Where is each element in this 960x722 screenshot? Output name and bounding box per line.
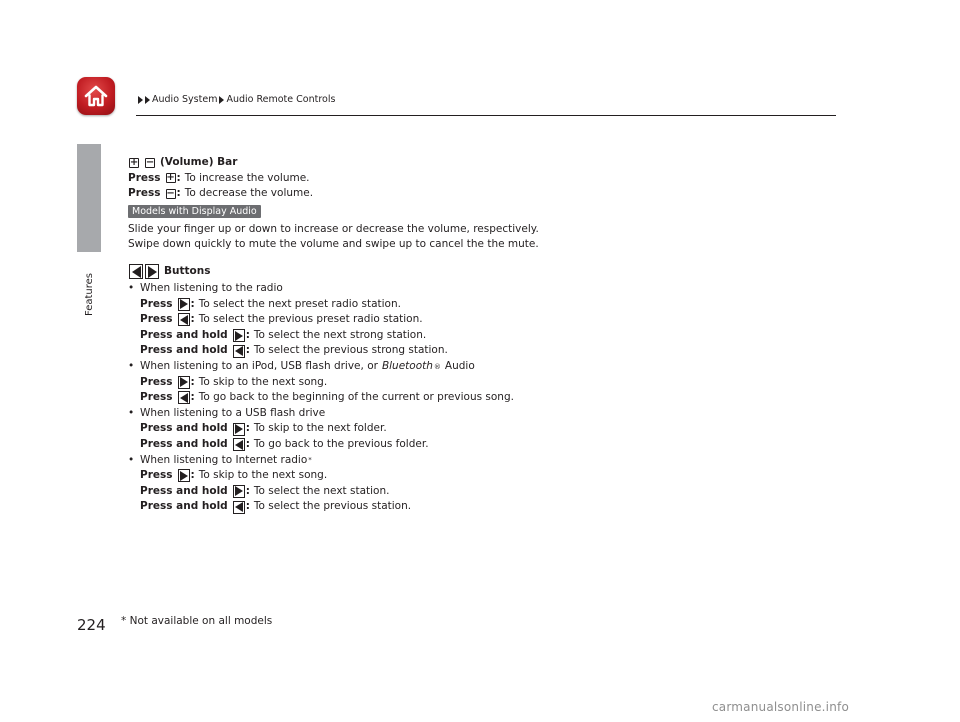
action-text: To select the previous strong station. xyxy=(253,344,448,357)
list-item: Press and hold : To skip to the next folder. xyxy=(128,421,828,437)
usb-label: When listening to a USB flash drive xyxy=(140,406,326,419)
action-text: To go back to the beginning of the current or previous song. xyxy=(198,391,514,404)
list-item: Press : To select the next preset radio station. xyxy=(128,297,828,313)
action-text: To select the next preset radio station. xyxy=(198,297,401,310)
bullet-icon: • xyxy=(128,281,135,294)
action-text: To select the next station. xyxy=(253,484,390,497)
action-label: Press and hold xyxy=(140,328,228,341)
page-number: 224 xyxy=(77,616,106,634)
breadcrumb xyxy=(138,94,335,105)
list-item: Press and hold : To select the previous strong station. xyxy=(128,343,828,359)
watermark: carmanualsonline.info xyxy=(712,700,849,714)
breadcrumb-item-audio-system[interactable]: Audio System xyxy=(152,94,218,105)
list-item: Press : To skip to the next song. xyxy=(128,468,828,484)
list-item: Press : To skip to the next song. xyxy=(128,375,828,391)
list-item: Press and hold : To select the previous station. xyxy=(128,499,828,515)
volume-press-plus: Press + : To increase the volume. xyxy=(128,171,828,187)
usb-bullet xyxy=(128,406,828,422)
action-text: To skip to the next song. xyxy=(198,469,328,482)
buttons-title: Buttons xyxy=(164,265,211,278)
action-label: Press xyxy=(140,313,173,326)
previous-button-icon xyxy=(129,264,143,279)
action-label: Press and hold xyxy=(140,500,228,513)
breadcrumb-arrow-icon xyxy=(219,96,224,104)
minus-key-icon: − xyxy=(166,187,175,199)
volume-title: (Volume) Bar xyxy=(160,156,238,168)
internet-radio-bullet: • When listening to Internet radio * xyxy=(128,453,828,469)
audio-label: Audio xyxy=(444,359,475,372)
action-label: Press and hold xyxy=(140,484,228,497)
bullet-icon: • xyxy=(128,406,135,419)
action-label: Press xyxy=(140,375,173,388)
volume-press-minus: Press − : To decrease the volume. xyxy=(128,186,828,202)
action-text: To select the next strong station. xyxy=(253,328,427,341)
breadcrumb-arrow-icon xyxy=(138,96,143,104)
plus-key-icon: + xyxy=(129,156,139,168)
radio-bullet xyxy=(128,281,828,297)
previous-button-icon xyxy=(178,391,190,404)
list-item: Press and hold : To select the next station. xyxy=(128,484,828,500)
home-icon xyxy=(83,84,109,108)
action-text: To select the previous preset radio station. xyxy=(198,313,423,326)
action-text: To go back to the previous folder. xyxy=(253,437,429,450)
action-label: Press and hold xyxy=(140,344,228,357)
model-tag: Models with Display Audio xyxy=(128,205,261,218)
next-button-icon xyxy=(145,264,159,279)
side-tab-label: Features xyxy=(84,273,95,316)
next-button-icon xyxy=(178,298,190,311)
model-tag-row xyxy=(128,202,828,222)
action-label: Press and hold xyxy=(140,437,228,450)
plus-key-icon: + xyxy=(166,172,175,184)
next-button-icon xyxy=(233,329,245,342)
breadcrumb-arrow-icon xyxy=(145,96,150,104)
volume-heading xyxy=(128,155,828,171)
press-label: Press xyxy=(128,187,161,200)
header-divider xyxy=(136,115,836,116)
side-tab-marker xyxy=(77,144,101,252)
previous-button-icon xyxy=(233,438,245,451)
previous-button-icon xyxy=(178,313,190,326)
previous-button-icon xyxy=(233,345,245,358)
footnote: * Not available on all models xyxy=(121,615,273,627)
list-item: Press : To go back to the beginning of the current or previous song. xyxy=(128,390,828,406)
radio-label: When listening to the radio xyxy=(140,281,283,294)
action-text: To skip to the next song. xyxy=(198,375,328,388)
list-item: Press and hold : To select the next strong station. xyxy=(128,328,828,344)
bullet-icon: • xyxy=(128,359,135,372)
bluetooth-label: Bluetooth xyxy=(381,359,433,372)
action-label: Press xyxy=(140,391,173,404)
action-label: Press xyxy=(140,469,173,482)
previous-button-icon xyxy=(233,501,245,514)
next-button-icon xyxy=(233,485,245,498)
action-label: Press xyxy=(140,297,173,310)
action-label: Press and hold xyxy=(140,422,228,435)
list-item: Press and hold : To go back to the previous folder. xyxy=(128,437,828,453)
swipe-instruction: Swipe down quickly to mute the volume and swipe up to cancel the the mute. xyxy=(128,238,539,251)
list-item: Press : To select the previous preset radio station. xyxy=(128,312,828,328)
action-text: To select the previous station. xyxy=(253,500,412,513)
breadcrumb-item-audio-remote-controls[interactable]: Audio Remote Controls xyxy=(226,94,336,105)
bullet-icon: • xyxy=(128,453,135,466)
minus-key-icon: − xyxy=(145,156,155,168)
next-button-icon xyxy=(233,423,245,436)
next-button-icon xyxy=(178,469,190,482)
press-label: Press xyxy=(128,171,161,184)
page-content xyxy=(128,155,828,515)
action-text: To skip to the next folder. xyxy=(253,422,387,435)
internet-radio-label: When listening to Internet radio xyxy=(140,453,308,466)
ipod-label: When listening to an iPod, USB flash drive, or xyxy=(140,359,378,372)
press-plus-text: To increase the volume. xyxy=(184,171,310,184)
press-minus-text: To decrease the volume. xyxy=(184,187,314,200)
ipod-bullet: • When listening to an iPod, USB flash drive, or Bluetooth ® Audio xyxy=(128,359,828,375)
next-button-icon xyxy=(178,376,190,389)
slide-instruction: Slide your finger up or down to increase or decrease the volume, respectively. xyxy=(128,222,539,235)
buttons-heading xyxy=(128,263,828,281)
home-button[interactable] xyxy=(77,77,115,115)
